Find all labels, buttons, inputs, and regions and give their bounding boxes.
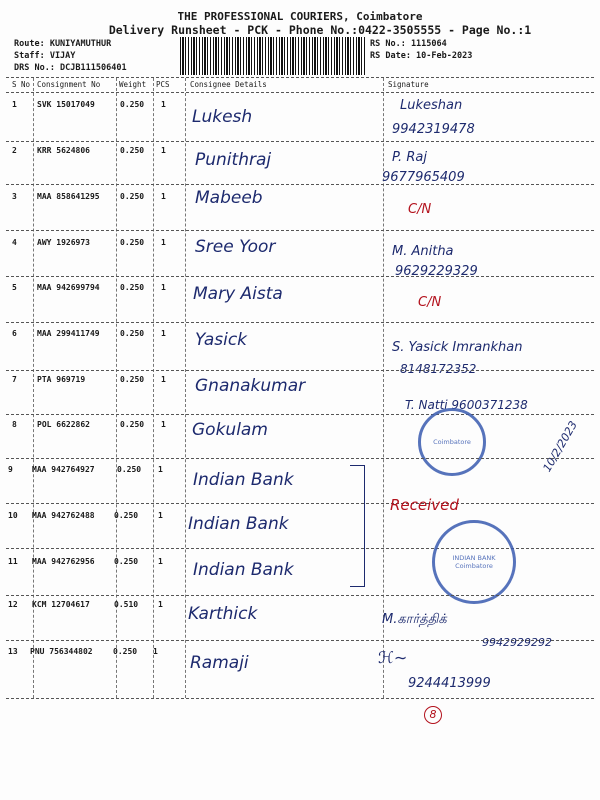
table-row bbox=[0, 465, 600, 485]
row-pcs: 1 bbox=[158, 511, 163, 520]
row-weight: 0.250 bbox=[114, 557, 139, 566]
row-cno: PTA 969719 bbox=[37, 375, 86, 384]
signature: C/N bbox=[418, 295, 442, 310]
header-divider-top bbox=[6, 77, 594, 78]
runsheet-title: Delivery Runsheet - PCK - Phone No.:0422-3505555 - Page No.:1 bbox=[108, 23, 532, 37]
row-pcs: 1 bbox=[161, 238, 166, 247]
consignee-name: Gokulam bbox=[192, 420, 268, 440]
row-sno: 6 bbox=[12, 329, 17, 338]
table-row bbox=[0, 647, 600, 667]
table-row bbox=[0, 100, 600, 120]
meta-right bbox=[370, 38, 472, 62]
signature: P. Raj bbox=[392, 150, 427, 165]
row-divider bbox=[6, 458, 594, 459]
row-sno: 4 bbox=[12, 238, 17, 247]
row-pcs: 1 bbox=[161, 100, 166, 109]
signature: Lukeshan bbox=[400, 98, 463, 113]
row-weight: 0.250 bbox=[114, 511, 139, 520]
row-pcs: 1 bbox=[161, 420, 166, 429]
row-sno: 2 bbox=[12, 146, 17, 155]
table-row bbox=[0, 192, 600, 212]
row-sno: 7 bbox=[12, 375, 17, 384]
consignee-name: Indian Bank bbox=[188, 514, 289, 534]
row-cno: PNU 756344802 bbox=[30, 647, 93, 656]
row-sno: 9 bbox=[8, 465, 13, 474]
row-weight: 0.250 bbox=[120, 192, 145, 201]
row-divider bbox=[6, 141, 594, 142]
route-label: Route: KUNIYAMUTHUR bbox=[14, 39, 112, 49]
signature-scribble: ℋ∼ bbox=[378, 648, 408, 667]
row-divider bbox=[6, 698, 594, 699]
col-pcs: PCS bbox=[156, 80, 170, 89]
header-divider bbox=[6, 92, 594, 93]
row-weight: 0.250 bbox=[120, 238, 145, 247]
consignee-name: Sree Yoor bbox=[195, 237, 276, 257]
consignee-name: Lukesh bbox=[192, 107, 253, 127]
row-divider bbox=[6, 370, 594, 371]
col-consignee: Consignee Details bbox=[190, 80, 267, 89]
row-divider bbox=[6, 503, 594, 504]
signature: M.கார்த்திக் bbox=[382, 612, 447, 627]
row-cno: MAA 942762956 bbox=[32, 557, 95, 566]
row-divider bbox=[6, 595, 594, 596]
row-cno: MAA 942764927 bbox=[32, 465, 95, 474]
bank-stamp bbox=[432, 520, 516, 604]
row-cno: SVK 15017049 bbox=[37, 100, 95, 109]
row-divider bbox=[6, 322, 594, 323]
row-sno: 8 bbox=[12, 420, 17, 429]
consignee-name: Mary Aista bbox=[193, 284, 283, 304]
row-sno: 5 bbox=[12, 283, 17, 292]
row-weight: 0.250 bbox=[120, 329, 145, 338]
row-sno: 3 bbox=[12, 192, 17, 201]
signature-date: 10/2/2023 bbox=[540, 418, 580, 475]
meta-left bbox=[14, 38, 127, 74]
row-pcs: 1 bbox=[161, 329, 166, 338]
row-pcs: 1 bbox=[161, 283, 166, 292]
col-signature: Signature bbox=[388, 80, 429, 89]
drs-label: DRS No.: DCJB111506401 bbox=[14, 63, 127, 73]
row-weight: 0.250 bbox=[120, 420, 145, 429]
signature-phone: 9942319478 bbox=[392, 122, 475, 137]
table-row bbox=[0, 511, 600, 531]
table-row bbox=[0, 600, 600, 620]
row-cno: MAA 942699794 bbox=[37, 283, 100, 292]
footer-mark: 8 bbox=[424, 706, 442, 724]
table-row bbox=[0, 420, 600, 440]
row-weight: 0.250 bbox=[117, 465, 142, 474]
row-cno: MAA 858641295 bbox=[37, 192, 100, 201]
row-pcs: 1 bbox=[158, 465, 163, 474]
row-sno: 10 bbox=[8, 511, 18, 520]
row-sno: 11 bbox=[8, 557, 18, 566]
signature: M. Anitha bbox=[392, 244, 454, 259]
signature-phone: 9677965409 bbox=[382, 170, 465, 185]
row-divider bbox=[6, 230, 594, 231]
row-pcs: 1 bbox=[161, 192, 166, 201]
signature-phone: 8148172352 bbox=[400, 362, 477, 376]
table-row bbox=[0, 283, 600, 303]
col-consignment: Consignment No bbox=[37, 80, 101, 89]
stamp-text: INDIAN BANK Coimbatore bbox=[452, 554, 496, 570]
row-cno: KCM 12704617 bbox=[32, 600, 90, 609]
row-cno: MAA 942762488 bbox=[32, 511, 95, 520]
stamp-text: Coimbatore bbox=[433, 438, 471, 446]
row-pcs: 1 bbox=[161, 375, 166, 384]
consignee-name: Indian Bank bbox=[193, 560, 294, 580]
bracket-mark bbox=[350, 465, 365, 587]
row-pcs: 1 bbox=[158, 557, 163, 566]
company-title: THE PROFESSIONAL COURIERS, Coimbatore bbox=[177, 10, 423, 23]
table-row bbox=[0, 238, 600, 258]
row-weight: 0.250 bbox=[120, 100, 145, 109]
row-weight: 0.250 bbox=[120, 375, 145, 384]
consignee-name: Mabeeb bbox=[195, 188, 263, 208]
signature-phone: 9244413999 bbox=[408, 676, 491, 691]
row-pcs: 1 bbox=[158, 600, 163, 609]
rs-no-label: RS No.: 1115064 bbox=[370, 39, 447, 49]
consignee-name: Karthick bbox=[188, 604, 258, 624]
row-cno: MAA 299411749 bbox=[37, 329, 100, 338]
staff-label: Staff: VIJAY bbox=[14, 51, 76, 61]
row-weight: 0.250 bbox=[113, 647, 138, 656]
row-cno: POL 6622862 bbox=[37, 420, 90, 429]
row-divider bbox=[6, 276, 594, 277]
row-divider bbox=[6, 640, 594, 641]
col-weight: Weight bbox=[119, 80, 147, 89]
row-sno: 1 bbox=[12, 100, 17, 109]
row-weight: 0.250 bbox=[120, 146, 145, 155]
row-weight: 0.510 bbox=[114, 600, 139, 609]
signature: S. Yasick Imrankhan bbox=[392, 340, 523, 355]
col-sno: S No bbox=[12, 80, 31, 89]
row-sno: 13 bbox=[8, 647, 18, 656]
row-cno: AWY 1926973 bbox=[37, 238, 90, 247]
signature-phone: 9942929292 bbox=[482, 636, 552, 649]
row-cno: KRR 5624806 bbox=[37, 146, 90, 155]
barcode bbox=[180, 37, 365, 75]
row-divider bbox=[6, 414, 594, 415]
row-pcs: 1 bbox=[153, 647, 158, 656]
signature: C/N bbox=[408, 202, 432, 217]
row-pcs: 1 bbox=[161, 146, 166, 155]
consignee-name: Punithraj bbox=[195, 150, 272, 170]
row-divider bbox=[6, 184, 594, 185]
signature: Received bbox=[390, 496, 459, 514]
consignee-name: Yasick bbox=[195, 330, 248, 350]
signature-phone: 9629229329 bbox=[395, 264, 478, 279]
consignee-name: Gnanakumar bbox=[195, 376, 306, 396]
signature: T. Natti 9600371238 bbox=[405, 398, 528, 412]
rs-date-label: RS Date: 10-Feb-2023 bbox=[370, 51, 473, 61]
consignee-name: Indian Bank bbox=[193, 470, 294, 490]
consignee-name: Ramaji bbox=[190, 653, 249, 673]
row-weight: 0.250 bbox=[120, 283, 145, 292]
table-row bbox=[0, 146, 600, 166]
row-sno: 12 bbox=[8, 600, 18, 609]
